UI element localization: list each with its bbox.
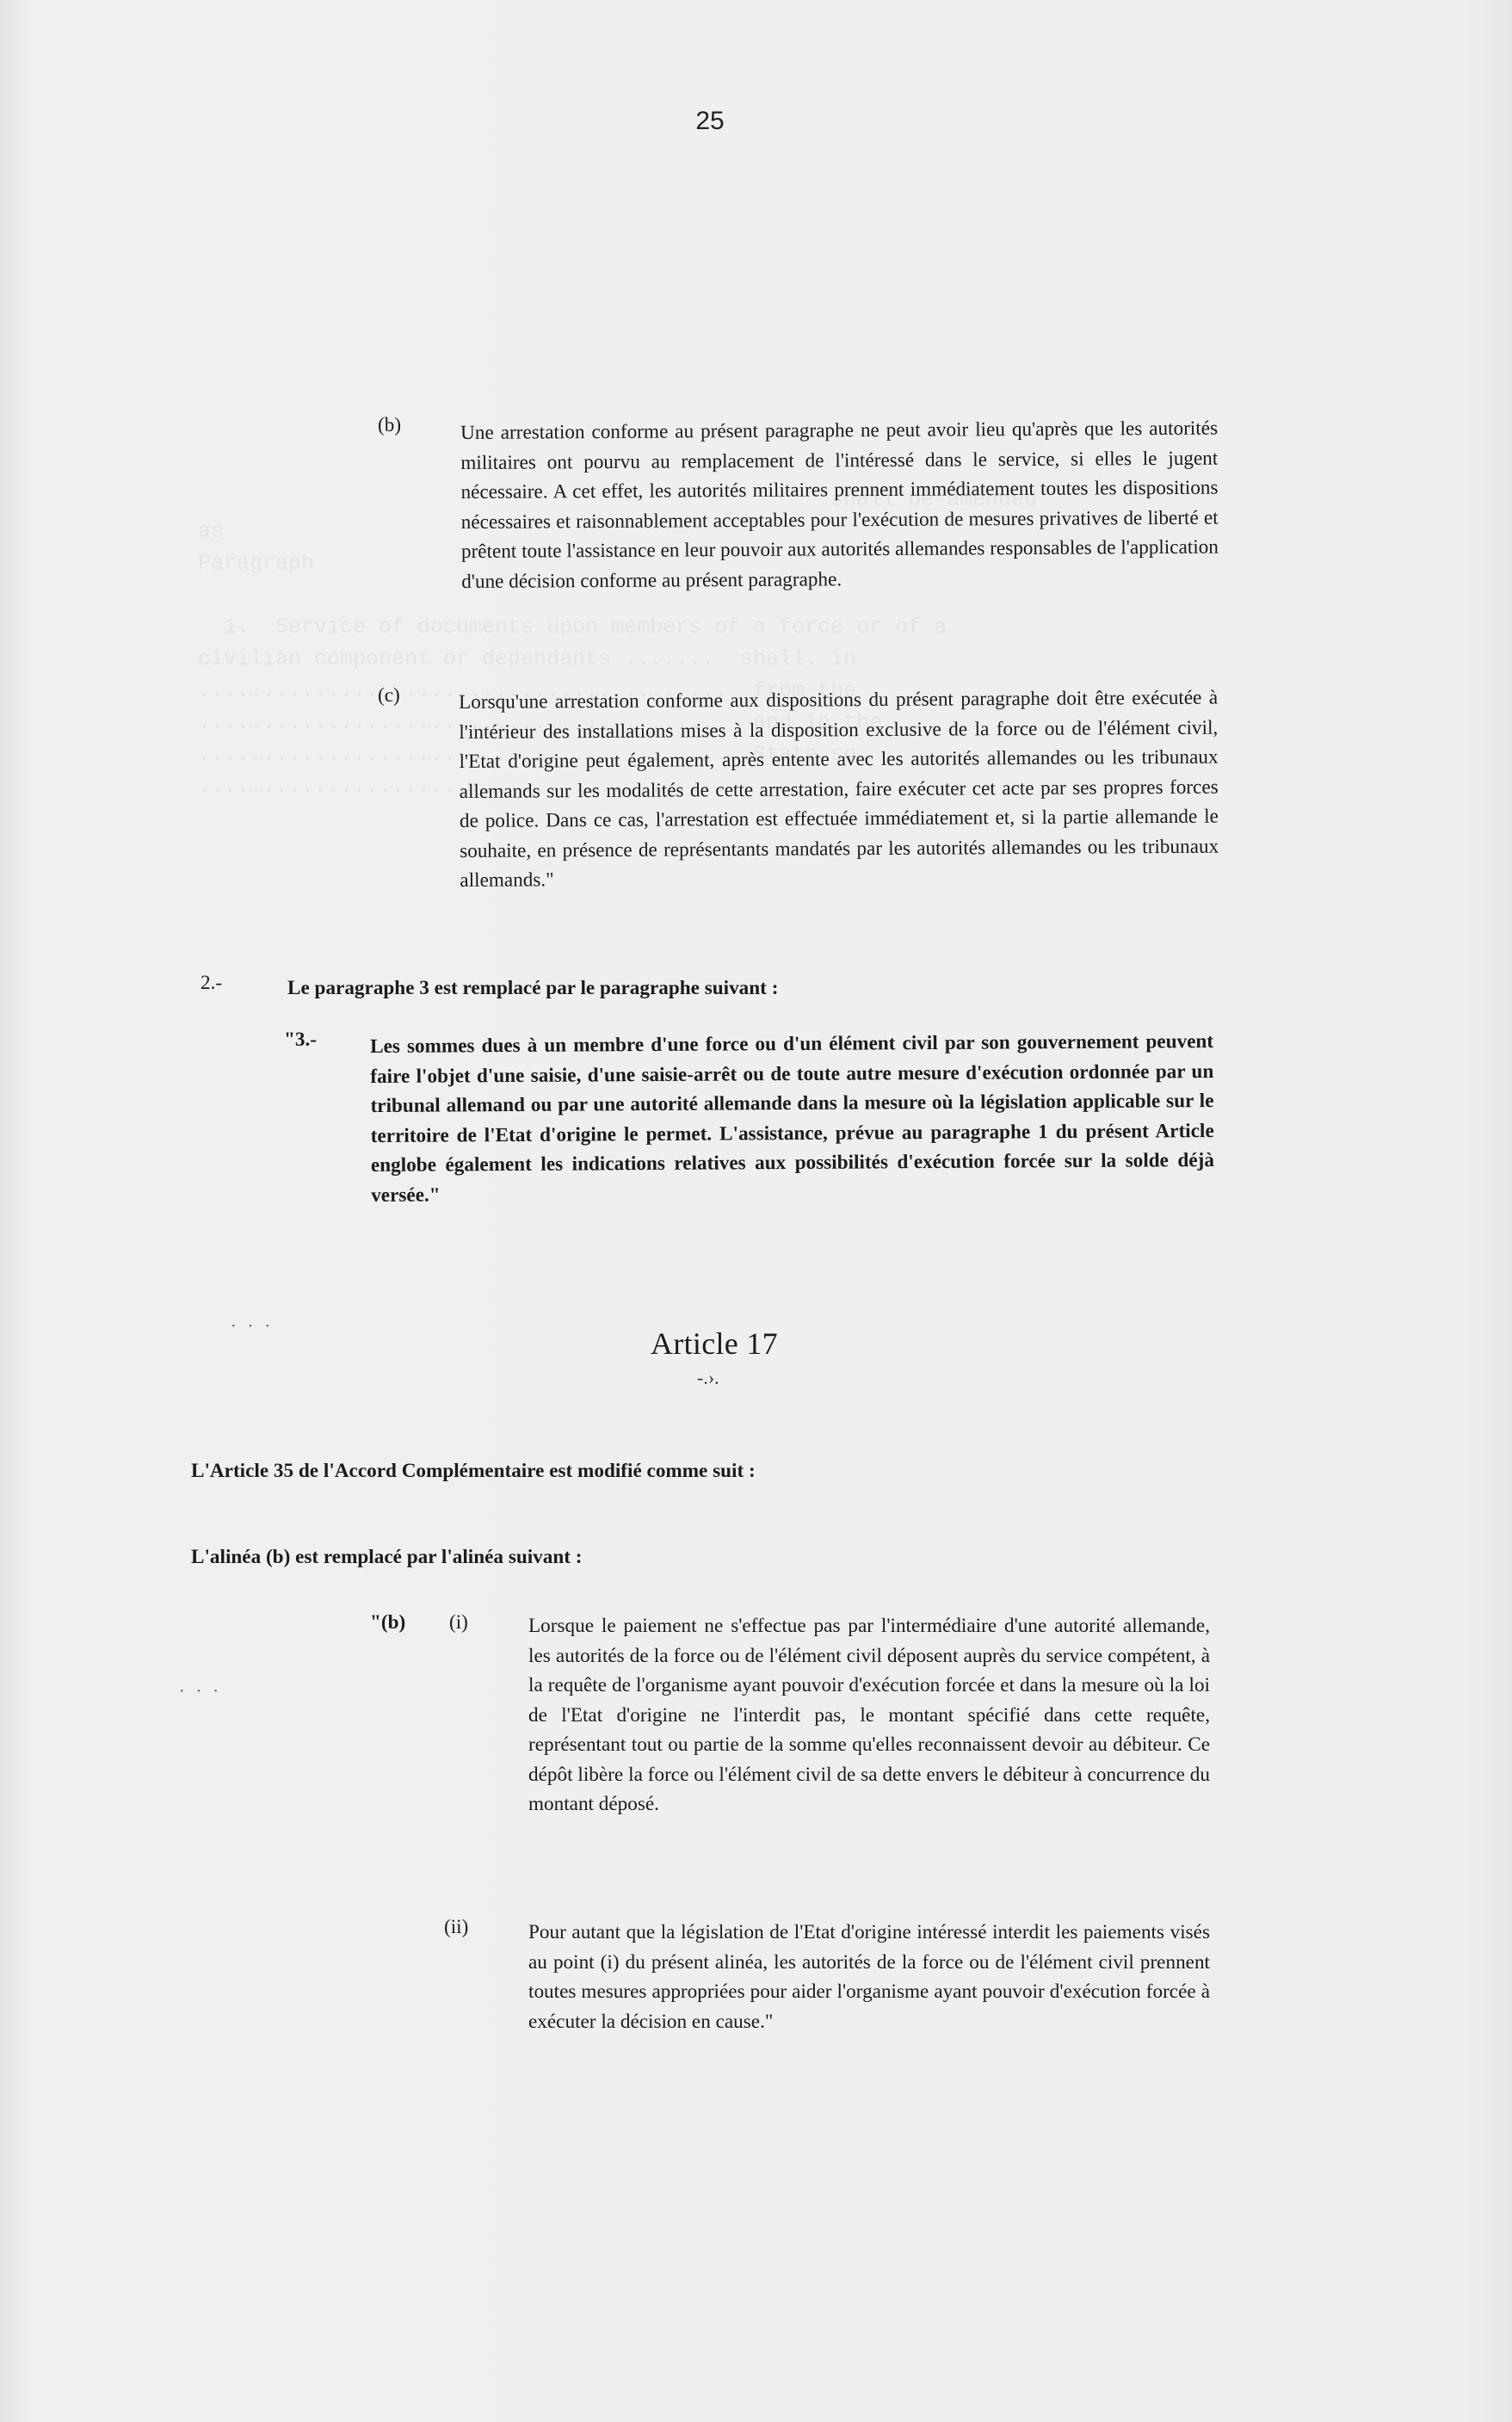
item-b-label: (b) <box>378 414 402 436</box>
scan-specks-left: · · · <box>179 1682 222 1701</box>
item-3-text: Les sommes dues à un membre d'une force ou d'un élément civil par son gouvernement peuvent faire l'objet d'une saisie, d'une saisie-arrêt ou de toute autre mesure d'exécution ordonnée par un tribunal allemand ou par une autorité allemande dans la mesure où la législation applicable sur le territoire de l'Etat d'origine le permet. L'assistance, prévue au paragraphe 1 du présent Article englobe également les indications relatives aux possibilités d'exécution forcée sur la solde déjà versée." <box>370 1030 1215 1207</box>
article-17-intro: L'Article 35 de l'Accord Complémentaire est modifié comme suit : <box>191 1460 756 1482</box>
scan-mark: -.›. <box>697 1367 719 1388</box>
scan-specks: · · · <box>231 1317 274 1336</box>
item-ii-label: (ii) <box>444 1916 469 1938</box>
item-ii-text: Pour autant que la législation de l'Etat d'origine intéressé interdit les paiements visés au point (i) du présent alinéa, les autorités de la force ou de l'élément civil prennent toutes mesures appropriées pour aider l'organisme ayant pouvoir d'exécution forcée à exécuter la décision en cause." <box>528 1921 1210 2033</box>
article-17-heading: Article 17 <box>651 1326 778 1361</box>
article-17-sub-intro: L'alinéa (b) est remplacé par l'alinéa suivant : <box>191 1546 583 1568</box>
item-2-text: Le paragraphe 3 est remplacé par le paragraphe suivant : <box>287 977 779 999</box>
item-i-label: (i) <box>449 1611 468 1634</box>
item-b-text: Une arrestation conforme au présent paragraphe ne peut avoir lieu qu'après que les autorités militaires ont pourvu au remplacement de l'intéressé dans le service, si elles le jugent nécessaire. A cet effet, les autorités militaires prennent immédiatement toutes les dispositions nécessaires et raisonnablement acceptables pour l'exécution de mesures privatives de liberté et prêtent toute l'assistance en leur pouvoir aux autorités allemandes responsables de l'application d'une décision conforme au présent paragraphe. <box>460 417 1219 593</box>
item-3-label: "3.- <box>284 1029 317 1051</box>
item-c-text: Lorsqu'une arrestation conforme aux dispositions du présent paragraphe doit être exécutée à l'intérieur des installations mises à la disposition exclusive de la force ou de l'élément civil, l'Etat d'origine peut également, après entente avec les autorités allemandes ou les tribunaux allemands sur les modalités de cette arrestation, faire exécuter cet acte par ses propres forces de police. Dans ce cas, l'arrestation est effectuée immédiatement et, si la partie allemande le souhaite, en présence de représentants mandatés par les autorités allemandes ou les tribunaux allemands." <box>459 686 1219 892</box>
item-c-label: (c) <box>378 684 400 707</box>
page-number: 25 <box>695 107 725 135</box>
item-2-label: 2.- <box>201 972 223 994</box>
item-b-new-label: "(b) <box>370 1611 406 1634</box>
item-i-text: Lorsque le paiement ne s'effectue pas par l'intermédiaire d'une autorité allemande, les autorités de la force ou de l'élément civil déposent auprès du service compétent, à la requête de l'organisme ayant pouvoir d'exécution forcée et dans la mesure où la loi de l'Etat d'origine ne l'interdit pas, le montant spécifié dans cette requête, représentant tout ou partie de la somme qu'elles reconnaissent devoir au débiteur. Ce dépôt libère la force ou l'élément civil de sa dette envers le débiteur à concurrence du montant déposé. <box>528 1615 1210 1815</box>
